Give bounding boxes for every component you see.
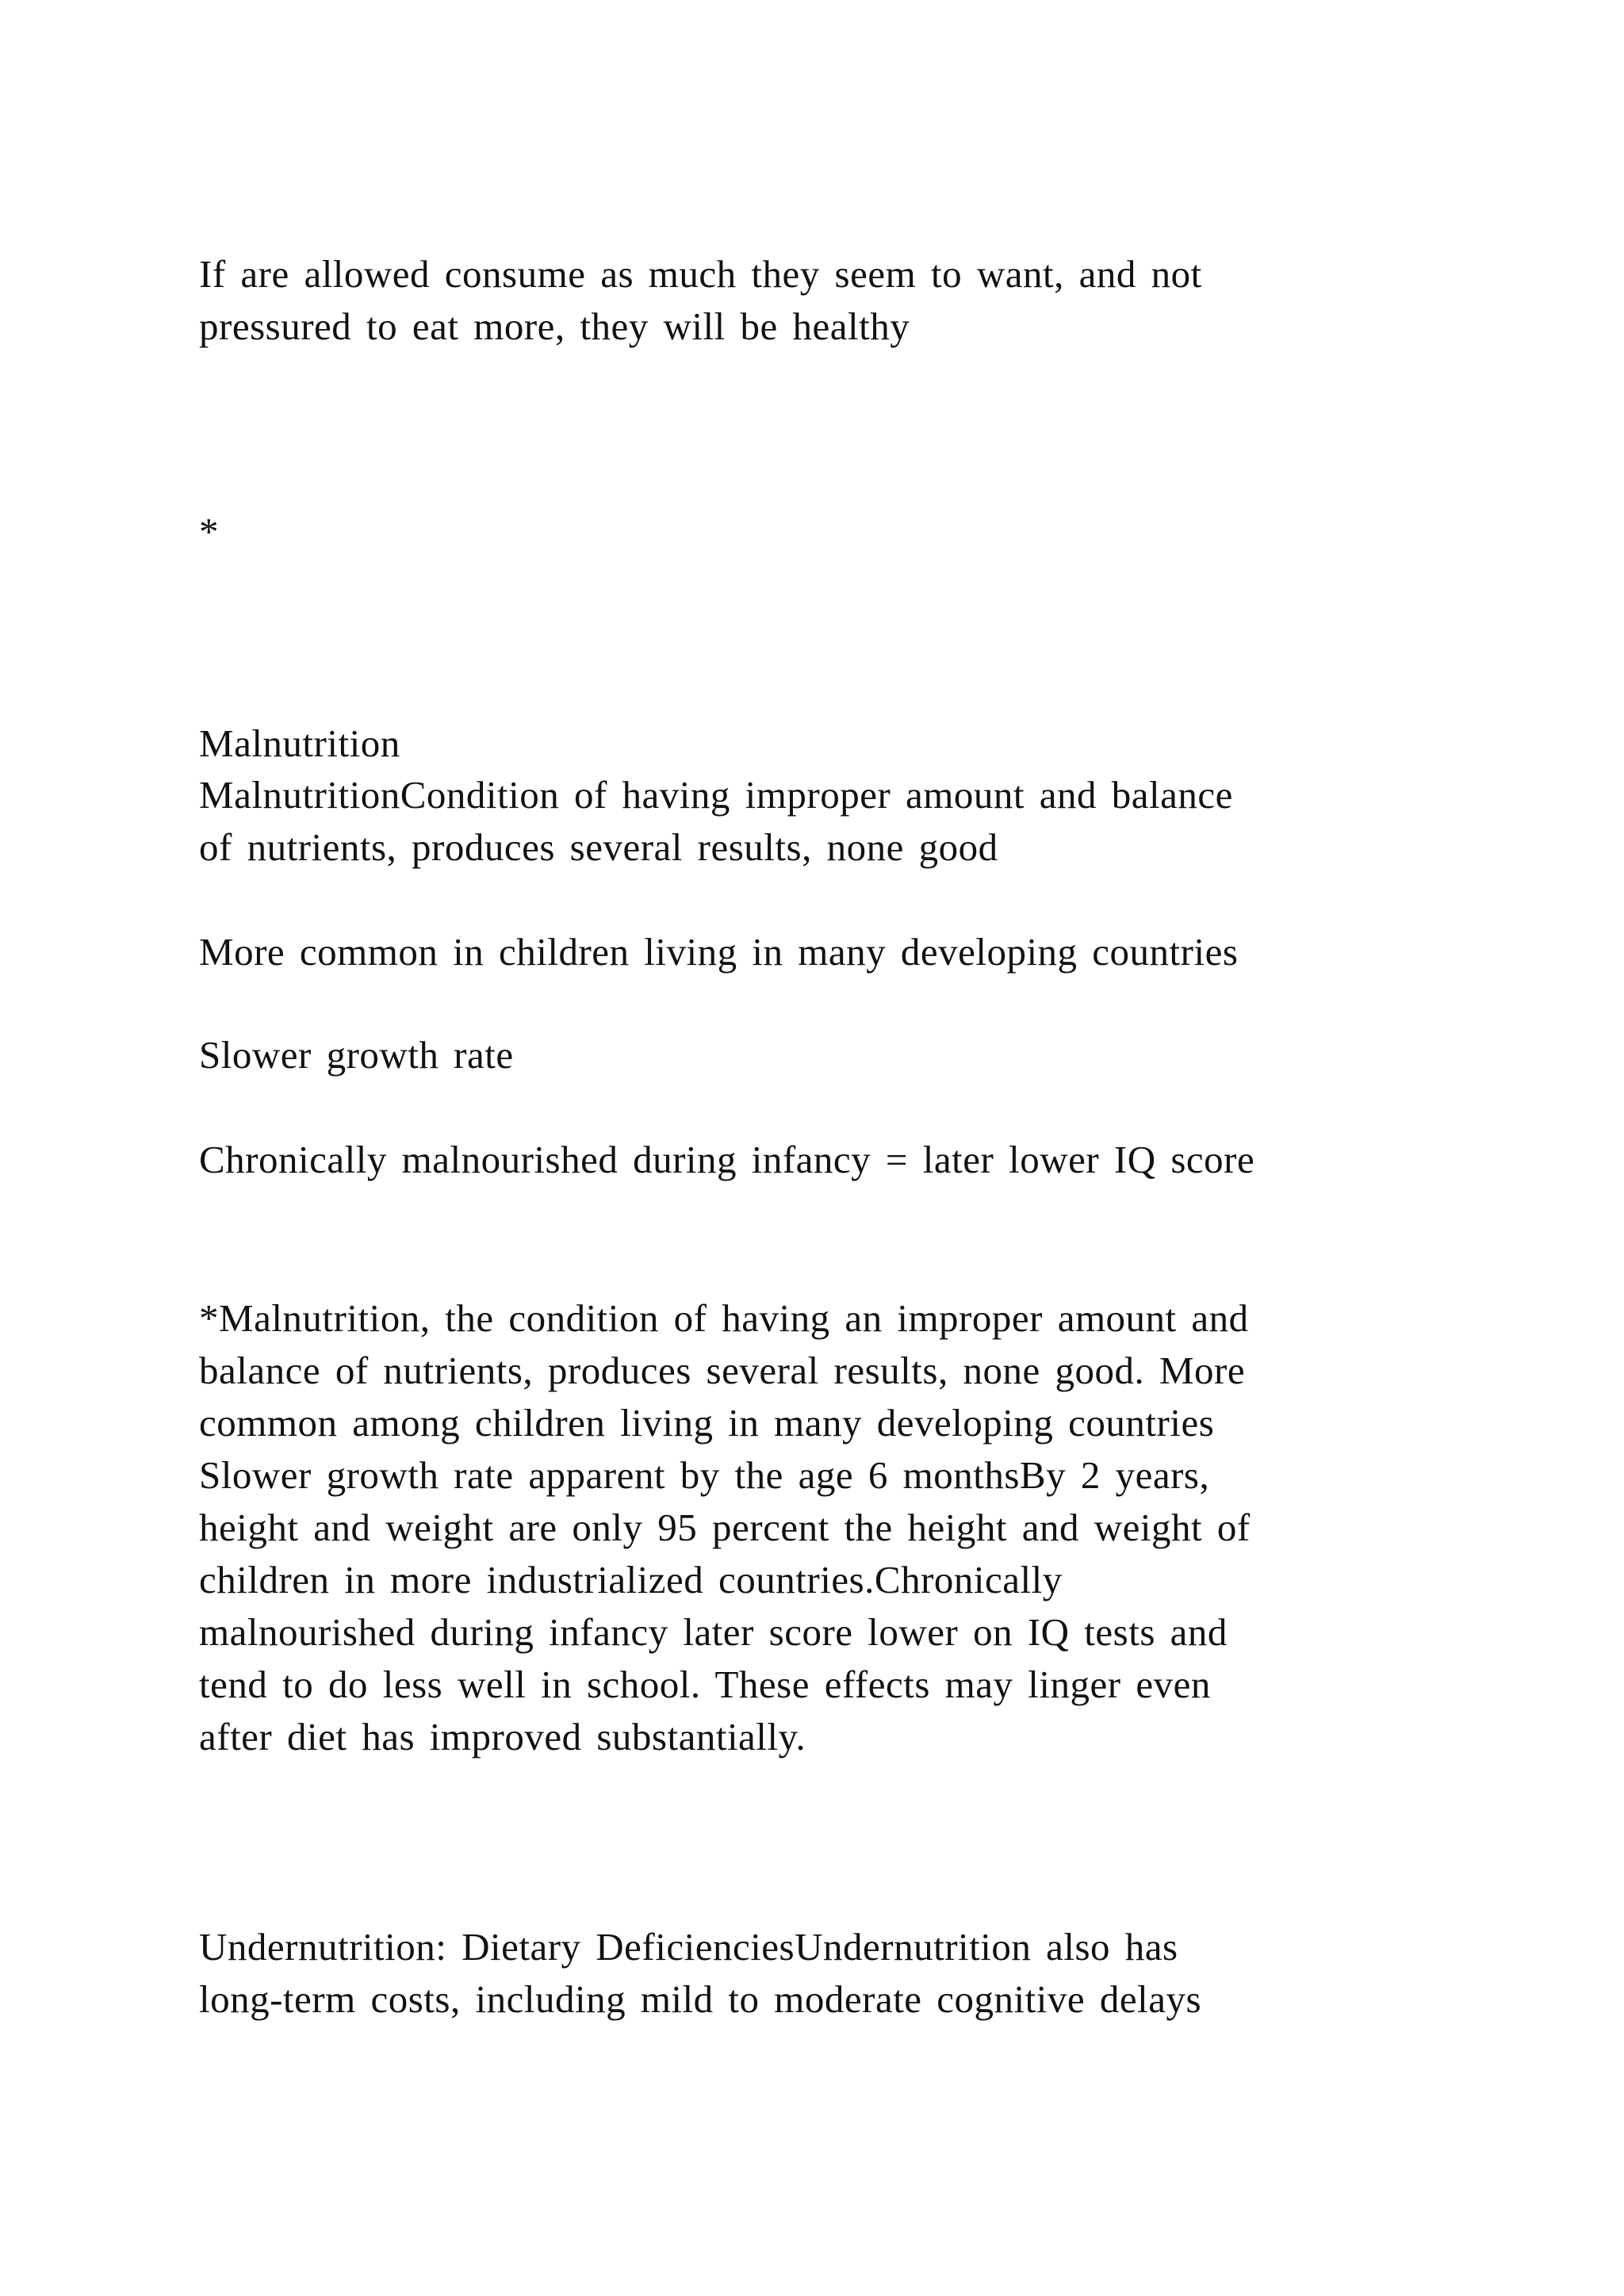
- malnutrition-definition-line-2: of nutrients, produces several results, none good: [199, 825, 998, 869]
- bullet-slower-growth: Slower growth rate: [199, 1033, 514, 1077]
- notes-line-1: *Malnutrition, the condition of having an improper amount and: [199, 1296, 1249, 1340]
- notes-line-8: tend to do less well in school. These effects may linger even: [199, 1663, 1211, 1706]
- undernutrition-line-1: Undernutrition: Dietary DeficienciesUndernutrition also has: [199, 1925, 1178, 1969]
- intro-line-2: pressured to eat more, they will be healthy: [199, 304, 910, 348]
- bullet-developing-countries: More common in children living in many developing countries: [199, 930, 1239, 974]
- bullet-iq-score: Chronically malnourished during infancy = later lower IQ score: [199, 1138, 1255, 1181]
- slide-separator: *: [199, 510, 219, 553]
- undernutrition-line-2: long-term costs, including mild to moderate cognitive delays: [199, 1977, 1202, 2021]
- notes-line-3: common among children living in many developing countries: [199, 1401, 1215, 1445]
- notes-line-6: children in more industrialized countries.Chronically: [199, 1558, 1063, 1601]
- intro-line-1: If are allowed consume as much they seem to want, and not: [199, 252, 1202, 296]
- notes-line-7: malnourished during infancy later score lower on IQ tests and: [199, 1610, 1228, 1654]
- notes-line-9: after diet has improved substantially.: [199, 1715, 806, 1758]
- malnutrition-definition-line-1: MalnutritionCondition of having improper amount and balance: [199, 773, 1233, 817]
- notes-line-2: balance of nutrients, produces several results, none good. More: [199, 1349, 1246, 1392]
- notes-line-5: height and weight are only 95 percent the height and weight of: [199, 1506, 1251, 1549]
- notes-line-4: Slower growth rate apparent by the age 6 monthsBy 2 years,: [199, 1453, 1210, 1497]
- malnutrition-heading: Malnutrition: [199, 721, 400, 765]
